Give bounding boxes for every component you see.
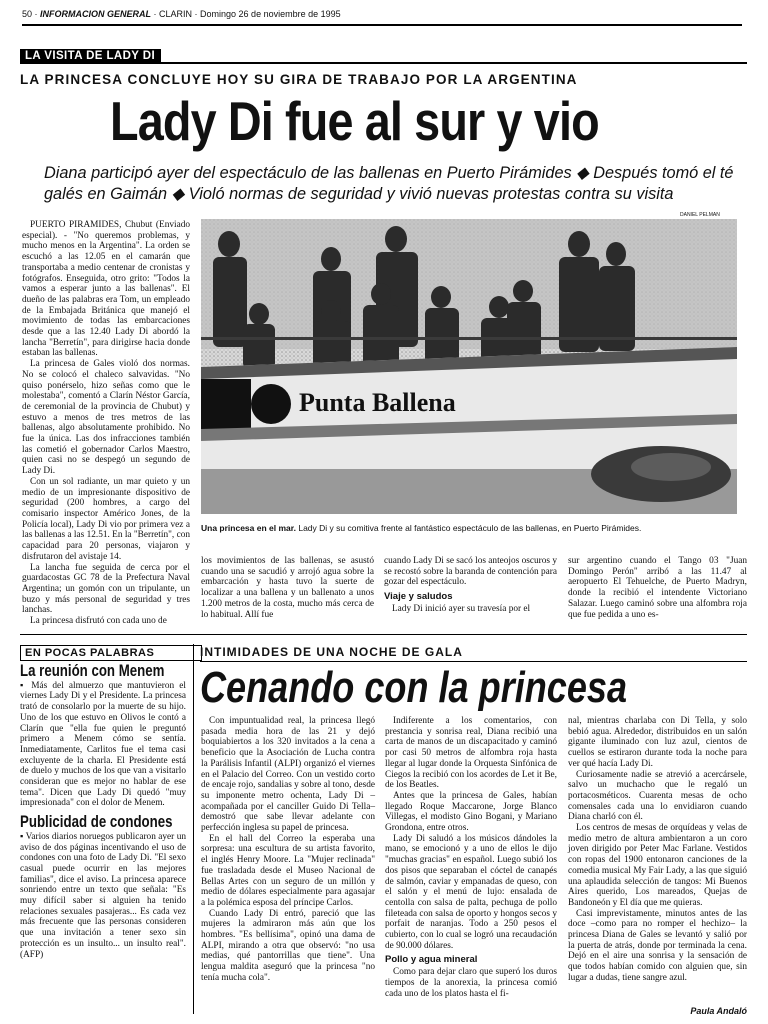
issue-date: Domingo 26 de noviembre de 1995 [200,9,341,19]
kicker: LA PRINCESA CONCLUYE HOY SU GIRA DE TRABAJO POR LA ARGENTINA [20,72,578,87]
deck: Diana participó ayer del espectáculo de las ballenas en Puerto Pirámides ◆ Después tomó el té galés en Gaimán ◆ Violó normas de seguridad y vivió nuevas protestas contra su visita [44,164,734,203]
paragraph: nal, mientras charlaba con Di Tella, y solo bebió agua. Alrededor, distribuidos en un salón gigante iluminado con luz azul, cientos de cuellos se estiraron durante toda la noche para ver qué hacía Lady Di. [568,716,747,769]
sidebar-box: EN POCAS PALABRAS [20,645,202,661]
paragraph: sur argentino cuando el Tango 03 "Juan Domingo Perón" arribó a las 11.47 al aeropuerto El Tehuelche, de Puerto Madryn, donde la recibió el intendente Victoriano Salazar. Luego caminó sobre una alfombra roja que fue pedida a uno es- [568,556,747,620]
caption-text: Lady Di y su comitiva frente al fantástico espectáculo de las ballenas, en Puerto Pirámides. [298,523,642,533]
story2-col-3 [568,716,747,1006]
paragraph: La princesa disfrutó con cada uno de [30,616,167,627]
subhead: Pollo y agua mineral [385,954,478,966]
paragraph: Con un sol radiante, un mar quieto y un medio de un impresionante dispositivo de seguridad (200 hombres, a cargo del comisario inspector Américo Jones, de la Policía local), Lady Di vio por primera vez a las ballenas a las 12.51. En la "Berretín", con capacidad para 20 personas, viajaron y disfrutaron del avistaje 14. [22,476,190,562]
page-number: 50 [22,9,33,19]
story2-rule [200,661,747,662]
paragraph: Indiferente a los comentarios, con prestancia y sonrisa real, Diana recibió una carta de manos de un discapacitado y caminó por casi 50 metros de alfombra roja hasta llegar al lugar donde la Orquesta Sinfónica de Ciegos la recibió con los acordes de Let it Be, de los Beatles. [385,716,557,791]
sidebar-paragraph: ▪ Varios diarios noruegos publicaron ayer un aviso de dos páginas incentivando el uso de condones con una foto de Lady Di. "El sexo casual puede ocurrir en las mejores familias", dice el aviso. La princesa aparece sonriendo entre un texto que señala: "Es muy difícil saber si alguien ha tenido relaciones sexuales pasajeras... Es cada vez más frecuente que las personas consideren que una invitación a tener sexo sin protección es un insulto... un insulto real". (AFP) [20,831,186,960]
story-divider [20,634,747,635]
byline: Paula Andaló [690,1006,747,1016]
page-header: 50 · INFORMACION GENERAL · CLARIN · Domingo 26 de noviembre de 1995 [22,9,341,19]
sidebar-heading: Publicidad de condones [20,812,173,832]
paragraph: Lady Di saludó a los músicos dándoles la mano, se emocionó y a uno de ellos le dijo "muchas gracias" en español. Luego subió los dos pisos que separaban el cóctel de canapés de salmón, caviar y empanadas de queso, con el salón y el menú de lujo: ensalada de centolla con salsa de palta, pechuga de pollo fileteada con salsa de oporto y hongos secos y porfait de naranjas. Todo a 250 pesos el cubierto, con lo cual se logró una recaudación de 90.000 dólares. [385,833,557,951]
paragraph: Antes que la princesa de Gales, habían llegado Roque Maccarone, Jorge Blanco Villegas, el modisto Gino Bogani, y Mariano Grondona, entre otros. [385,790,557,834]
section-rule [20,62,747,64]
header-rule [22,24,742,26]
paragraph: Los centros de mesas de orquídeas y velas de medio metro de altura ambientaron a un coro joven dirigido por Peter Mac Farlane. Vestidos con ropas del 1900 entonaron canciones de la comedia musical My Fair Lady, a las que siguió una aplaudida selección de tangos: Mi Buenos Aires querido, Los mareados, Quejas de Bandoneón y El día que me quieras. [568,823,747,908]
sidebar [20,661,186,1016]
section-tag: LA VISITA DE LADY DI [20,49,161,62]
whale-watching-photo [201,219,737,514]
paragraph: En el hall del Correo la esperaba una sorpresa: una escultura de su artista favorito, el inglés Henry Moore. La "Mujer reclinada" fue trasladada desde el Museo Nacional de Bellas Artes con un seguro de un millón y medio de dólares especialmente para agasajar a la polémica esposa del príncipe Carlos. [201,833,375,908]
paragraph: PUERTO PIRAMIDES, Chubut (Enviado especial). - "No queremos problemas, y mucho menos en la Argentina". La orden se escuchó a las 12.05 en el camarán que transportaba a medio centenar de cronistas y fotógrafos. Enseguida, otro grito: "Todos la vamos a esperar junto a las ballenas". El dueño de las palabras era Tom, un empleado de la Embajada Británica que manejó el movimiento de todas las embarcaciones desde que a las 12.40 Lady Di abordó la lancha "Berretín", para dirigirse hacia donde estaban las ballenas. [22,220,190,359]
subhead: Viaje y saludos [384,591,453,603]
paragraph: Como para dejar claro que superó los duros tiempos de la anorexia, la princesa comió cada uno de los platos hasta el fi- [385,967,557,999]
paragraph: los movimientos de las ballenas, se asustó cuando una se sacudió y arrojó agua sobre la embarcación y hasta tuvo la suerte de localizar a una ballena y un ballenato a unos 1.200 metros de la costa, mucho más cerca de lo habitual. Allí fue [201,556,374,620]
paragraph: Curiosamente nadie se atrevió a acercársele, salvo un muchacho que le regaló un portacosméticos. Cuarenta mesas de ocho comensales cada una lo envidiaron cuando Diana charló con él. [568,769,747,823]
paragraph: La lancha fue seguida de cerca por el guardacostas GC 78 de la Prefectura Naval Argentina; un gomón con un tripulante, un buzo y más personal de seguridad y tres lanchas. [22,562,190,616]
story2-headline: Cenando con la princesa [200,663,628,712]
section-name: INFORMACION GENERAL [40,9,152,19]
paragraph: Con impuntualidad real, la princesa llegó pasada media hora de las 21 y dejó boquiabiertos a los 320 invitados a la cena a beneficio que la Asociación de Lucha contra la Parálisis Infantil (ALPI) organizó el viernes en el Palacio del Correo. Con un vestido corto de encaje rojo, sandalias y sobre al tono, desde su imponente metro ochenta, Lady Di –acompañada por el canciller Guido Di Tella– demostró que sabe llevar adelante con perfección inglesa su papel de princesa. [201,716,375,834]
paragraph: cuando Lady Di se sacó los anteojos oscuros y se recostó sobre la baranda de contención para gozar del espectáculo. [384,556,557,588]
sidebar-heading: La reunión con Menem [20,661,165,680]
paragraph: Casi imprevistamente, minutos antes de las doce –como para no romper el hechizo– la princesa Diana de Gales se levantó y salió por la puerta de atrás, donde por terminada la cena. Dejó en el aire una sonrisa y la sensación de que todos habían comido con alguien que, sin lugar a dudas, tiene sangre azul. [568,908,747,983]
story2-col-2 [385,716,557,1016]
main-col-1 [22,220,190,627]
paragraph: Cuando Lady Di entró, pareció que las mujeres la admiraron más aún que los hombres. "Es bellísima", opinó una dama de ALPI, mirando a otra que observó: "no usa medias, qué pantorrillas que tiene". Una lengua maldita aseguró que la princesa "no tenía mucha cola". [201,908,375,983]
sidebar-paragraph: ▪ Más del almuerzo que mantuvieron el viernes Lady Di y el Presidente. La princesa trató de consolarlo por la muerte de su hijo. Uno de los que estuvo en Olivos le contó a Clarín que "ella fue quien le preguntó primero a Menem cómo se sentía. Inmediatamente, Carlitos fue el tema casi excluyente de la charla. El Presidente está de duelo y muchos de los que van a visitarlo consideran que es mejor no hablar de ese tema". Dicen que Lady Di quedó "muy impresionada" con el dolor de Menem. [20,680,186,809]
paragraph: La princesa de Gales violó dos normas. No se colocó el chaleco salvavidas. "No quiso ponérselo, hizo señas como que le molestaba", comentó a Clarín Néstor García, de ceremonial de la provincia de Chubut) y estuvo a menos de tres metros de las ballenas, algo absolutamente prohibido. No fue la única. Las dos infracciones también las cometió el gobernador Carlos Maestro, quien casi no se despegó un segundo de Lady Di. [22,359,190,477]
photo-caption [201,523,747,533]
caption-lead: Una princesa en el mar. [201,523,296,533]
photo-credit: DANIEL PELMAN [680,212,720,218]
headline: Lady Di fue al sur y vio [110,90,599,152]
boat-name: Punta Ballena [299,388,456,417]
newspaper-name: CLARIN [159,9,193,19]
story2-kicker: INTIMIDADES DE UNA NOCHE DE GALA [200,645,463,659]
paragraph: Lady Di inició ayer su travesía por el [392,603,531,614]
story2-col-1 [201,716,375,1016]
main-col-4 [568,556,747,620]
main-col-3 [384,556,557,615]
column-rule [193,644,194,1014]
main-col-2 [201,556,374,620]
boat-photo [201,219,737,514]
